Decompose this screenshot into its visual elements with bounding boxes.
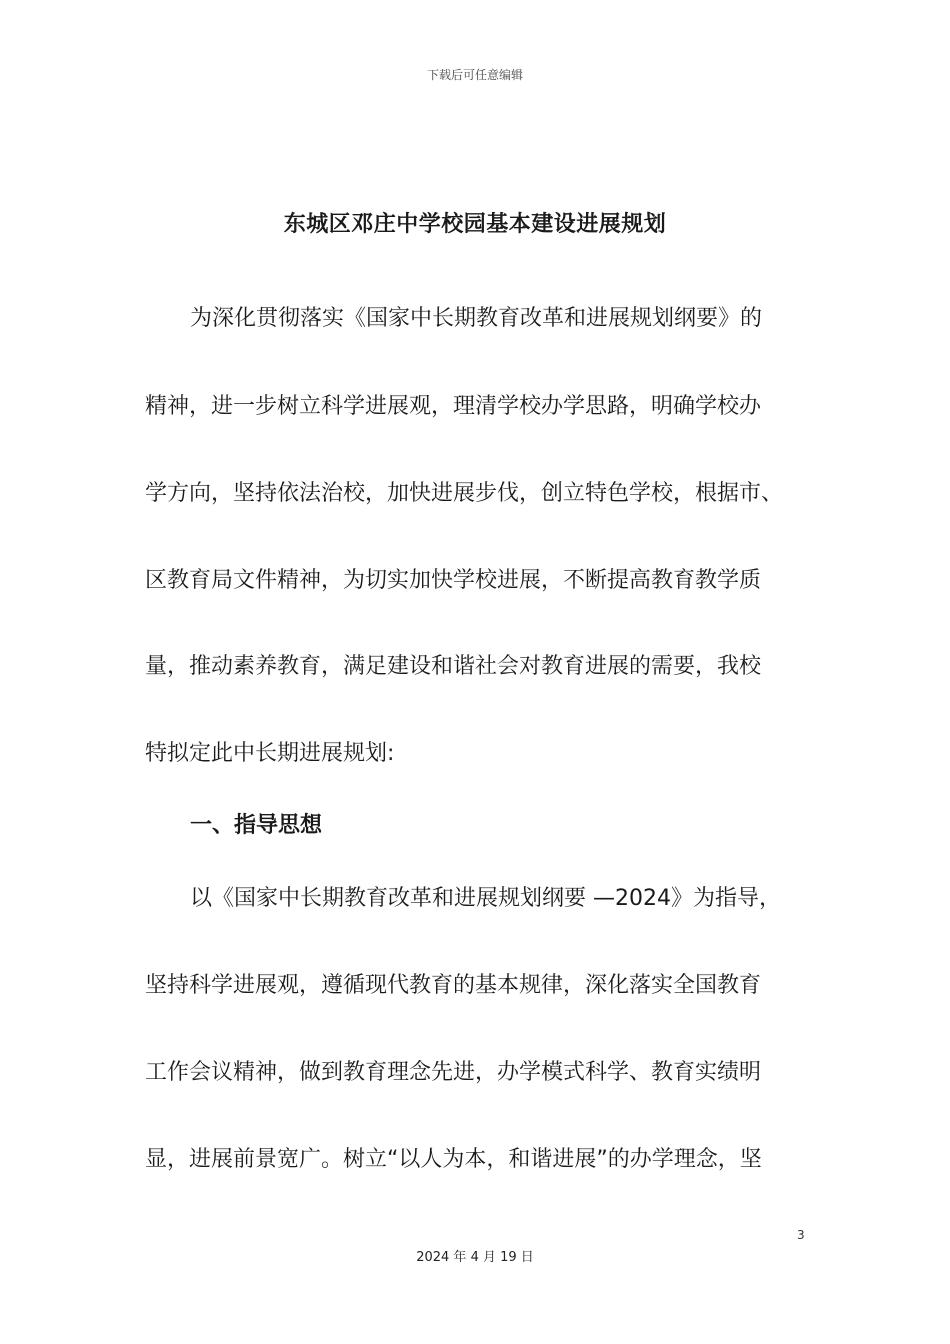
section-heading-guiding-thought: 一、指导思想: [190, 813, 323, 838]
footer-date: 2024 年 4 月 19 日: [416, 1250, 534, 1265]
header-note: 下载后可任意编辑: [426, 68, 523, 82]
paragraph-1-line-3: 学方向，坚持依法治校，加快进展步伐，创立特色学校，根据市、: [145, 481, 784, 506]
paragraph-2-line-3: 工作会议精神，做到教育理念先进，办学模式科学、教育实绩明: [145, 1060, 762, 1085]
paragraph-1-line-5: 量，推动素养教育，满足建设和谐社会对教育进展的需要，我校: [145, 654, 762, 679]
paragraph-1-line-4: 区教育局文件精神，为切实加快学校进展，不断提高教育教学质: [145, 568, 762, 593]
document-title: 东城区邓庄中学校园基本建设进展规划: [283, 212, 667, 237]
paragraph-2-line-1: 以《国家中长期教育改革和进展规划纲要 —2024》为指导，: [190, 886, 781, 911]
paragraph-1-line-1: 为深化贯彻落实《国家中长期教育改革和进展规划纲要》的: [190, 306, 763, 331]
paragraph-1-line-2: 精神，进一步树立科学进展观，理清学校办学思路，明确学校办: [145, 394, 762, 419]
page-number: 3: [797, 1228, 805, 1242]
paragraph-2-line-2: 坚持科学进展观，遵循现代教育的基本规律，深化落实全国教育: [145, 973, 762, 998]
paragraph-2-line-4: 显，进展前景宽广。树立“以人为本，和谐进展”的办学理念，坚: [145, 1147, 762, 1172]
paragraph-1-line-6: 特拟定此中长期进展规划:: [145, 741, 395, 766]
